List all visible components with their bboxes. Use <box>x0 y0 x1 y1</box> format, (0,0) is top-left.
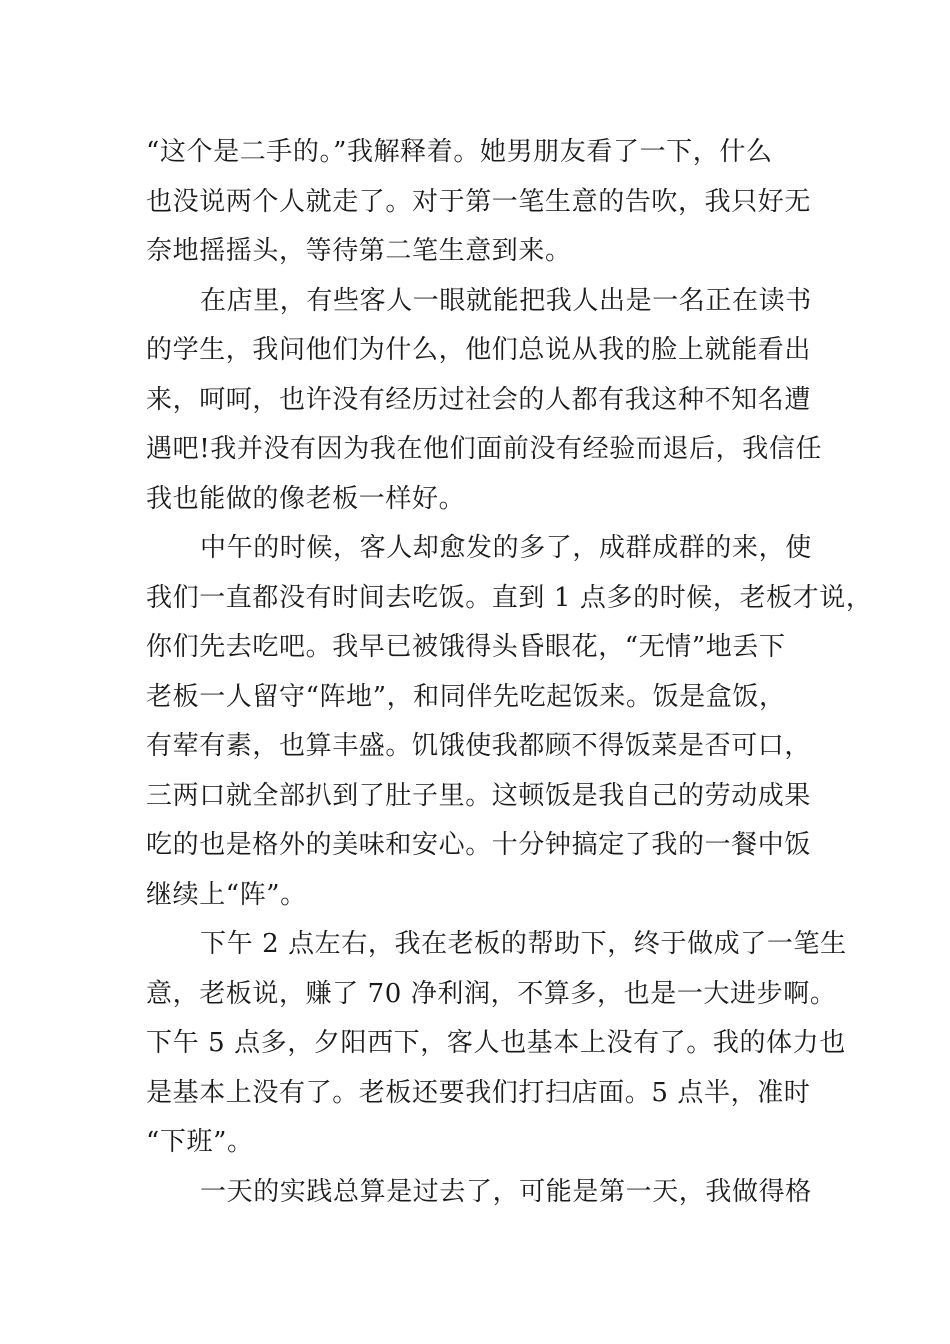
paragraph <box>146 1168 816 1218</box>
text-line: “这个是二手的。”我解释着。她男朋友看了一下，什么 <box>146 137 773 167</box>
text-line: 有荤有素，也算丰盛。饥饿使我都顾不得饭菜是否可口， <box>146 731 812 761</box>
text-line: 三两口就全部扒到了肚子里。这顿饭是我自己的劳动成果 <box>146 780 812 811</box>
text-line: 我也能做的像老板一样好。 <box>146 483 466 514</box>
text-line: “下班”。 <box>146 1127 254 1157</box>
document-body <box>146 128 873 1217</box>
text-line: 我们一直都没有时间去吃饭。直到 1 点多的时候，老板才说， <box>146 582 873 613</box>
text-line: 继续上“阵”。 <box>146 879 307 910</box>
text-line: 中午的时候，客人却愈发的多了，成群成群的来，使 <box>200 533 812 563</box>
text-line: 来，呵呵，也许没有经历过社会的人都有我这种不知名遭 <box>146 384 812 415</box>
text-line: 下午 2 点左右，我在老板的帮助下，终于做成了一笔生 <box>200 929 847 959</box>
text-line: 吃的也是格外的美味和安心。十分钟搞定了我的一餐中饭 <box>146 830 812 860</box>
text-line: 一天的实践总算是过去了，可能是第一天，我做得格 <box>200 1176 812 1207</box>
text-line: 在店里，有些客人一眼就能把我人出是一名正在读书 <box>200 285 812 316</box>
text-line: 意，老板说，赚了 70 净利润，不算多，也是一大进步啊。 <box>146 978 837 1009</box>
text-line: 下午 5 点多，夕阳西下，客人也基本上没有了。我的体力也 <box>146 1028 846 1058</box>
text-line: 你们先去吃吧。我早已被饿得头昏眼花，“无情”地丢下 <box>146 632 786 662</box>
text-line: 奈地摇摇头，等待第二笔生意到来。 <box>146 236 572 266</box>
paragraph <box>146 128 816 277</box>
text-line: 的学生，我问他们为什么，他们总说从我的脸上就能看出 <box>146 335 812 365</box>
text-line: 也没说两个人就走了。对于第一笔生意的告吹，我只好无 <box>146 186 812 217</box>
text-line: 是基本上没有了。老板还要我们打扫店面。5 点半，准时 <box>146 1077 811 1108</box>
paragraph <box>146 920 847 1168</box>
paragraph <box>146 524 873 920</box>
text-line: 遇吧!我并没有因为我在他们面前没有经验而退后，我信任 <box>146 434 823 464</box>
text-line: 老板一人留守“阵地”，和同伴先吃起饭来。饭是盒饭， <box>146 681 786 712</box>
paragraph <box>146 277 823 525</box>
